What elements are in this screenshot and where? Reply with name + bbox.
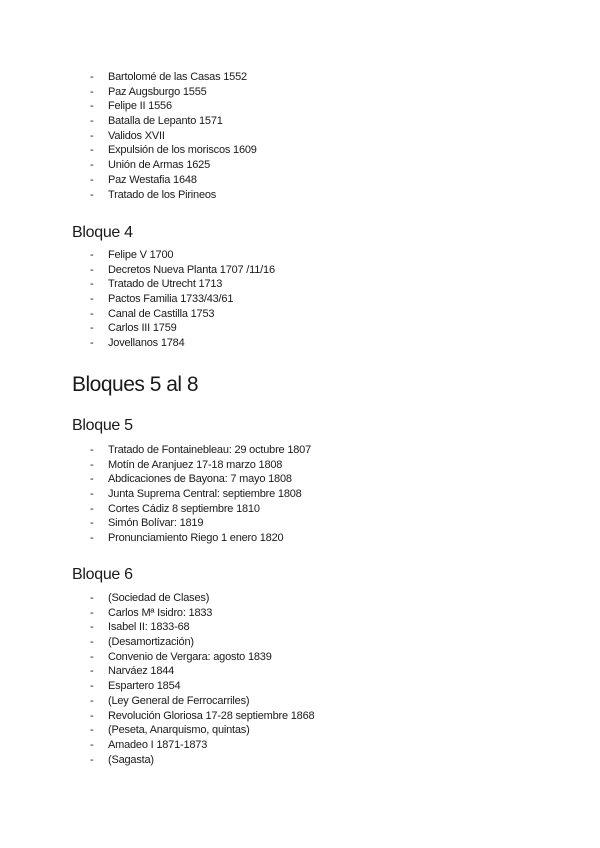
bullet-dash: -	[90, 188, 94, 201]
list-item-text: Isabel II: 1833-68	[108, 621, 190, 634]
list-item-text: Cortes Cádiz 8 septiembre 1810	[108, 502, 260, 515]
list-item-text: Paz Augsburgo 1555	[108, 85, 207, 98]
bullet-dash: -	[90, 665, 94, 678]
bullet-dash: -	[90, 159, 94, 172]
list-item-text: Decretos Nueva Planta 1707 /11/16	[108, 263, 275, 276]
list-item-text: Tratado de Utrecht 1713	[108, 278, 223, 291]
list-item-text: Paz Westafia 1648	[108, 173, 197, 186]
bullet-dash: -	[90, 680, 94, 693]
bullet-dash: -	[90, 115, 94, 128]
bullet-dash: -	[90, 473, 94, 486]
list-item-text: Espartero 1854	[108, 680, 181, 693]
bullet-dash: -	[90, 517, 94, 530]
list-item-text: Revolución Gloriosa 17-28 septiembre 1868	[108, 709, 315, 722]
bullet-dash: -	[90, 636, 94, 649]
bullet-dash: -	[90, 488, 94, 501]
bullet-dash: -	[90, 129, 94, 142]
list-item-text: (Desamortización)	[108, 636, 194, 649]
list-item-text: (Sagasta)	[108, 753, 154, 766]
bullet-dash: -	[90, 307, 94, 320]
bullet-dash: -	[90, 621, 94, 634]
list-item-text: (Sociedad de Clases)	[108, 592, 210, 604]
bullet-dash: -	[90, 144, 94, 157]
list-item-text: Simón Bolívar: 1819	[108, 517, 204, 530]
bullet-dash: -	[90, 85, 94, 98]
bullet-dash: -	[90, 724, 94, 737]
bullet-dash: -	[90, 694, 94, 707]
list-item-text: Abdicaciones de Bayona: 7 mayo 1808	[108, 473, 292, 486]
bullet-dash: -	[90, 709, 94, 722]
bullet-dash: -	[90, 293, 94, 306]
list-item-text: Felipe V 1700	[108, 249, 174, 261]
list-item-text: Unión de Armas 1625	[108, 159, 210, 172]
list-item-text: Felipe II 1556	[108, 100, 172, 113]
bloque5-heading: Bloque 5	[72, 417, 133, 434]
section-heading: Bloques 5 al 8	[72, 373, 199, 396]
list-item-text: Bartolomé de las Casas 1552	[108, 71, 247, 83]
bullet-dash: -	[90, 592, 94, 604]
list-item-text: Expulsión de los moriscos 1609	[108, 144, 257, 157]
list-item-text: Amadeo I 1871-1873	[108, 738, 208, 751]
list-item-text: Canal de Castilla 1753	[108, 307, 215, 320]
bullet-dash: -	[90, 249, 94, 261]
bullet-dash: -	[90, 753, 94, 766]
bullet-dash: -	[90, 650, 94, 663]
list-item-text: (Ley General de Ferrocarriles)	[108, 694, 250, 707]
list-item-text: Tratado de Fontainebleau: 29 octubre 1807	[108, 444, 311, 456]
list-item-text: Junta Suprema Central: septiembre 1808	[108, 488, 302, 501]
list-item-text: Batalla de Lepanto 1571	[108, 115, 223, 128]
bullet-dash: -	[90, 71, 94, 83]
list-item-text: Carlos III 1759	[108, 322, 177, 335]
bullet-dash: -	[90, 100, 94, 113]
bullet-dash: -	[90, 263, 94, 276]
bullet-dash: -	[90, 278, 94, 291]
bullet-dash: -	[90, 502, 94, 515]
list-item-text: (Peseta, Anarquismo, quintas)	[108, 724, 250, 737]
bloque6-heading: Bloque 6	[72, 566, 133, 583]
bullet-dash: -	[90, 173, 94, 186]
bullet-dash: -	[90, 444, 94, 456]
bullet-dash: -	[90, 337, 94, 350]
list-item-text: Convenio de Vergara: agosto 1839	[108, 650, 272, 663]
bloque4-heading: Bloque 4	[72, 224, 133, 241]
bullet-dash: -	[90, 322, 94, 335]
list-item-text: Motín de Aranjuez 17-18 marzo 1808	[108, 458, 283, 471]
list-item-text: Validos XVII	[108, 129, 165, 142]
list-item-text: Pronunciamiento Riego 1 enero 1820	[108, 532, 284, 545]
list-item-text: Carlos Mª Isidro: 1833	[108, 606, 213, 619]
list-item-text: Narváez 1844	[108, 665, 175, 678]
bullet-dash: -	[90, 458, 94, 471]
bullet-dash: -	[90, 532, 94, 545]
list-item-text: Jovellanos 1784	[108, 337, 185, 350]
bullet-dash: -	[90, 738, 94, 751]
list-item-text: Tratado de los Pirineos	[108, 188, 217, 201]
bullet-dash: -	[90, 606, 94, 619]
list-item-text: Pactos Familia 1733/43/61	[108, 293, 234, 306]
